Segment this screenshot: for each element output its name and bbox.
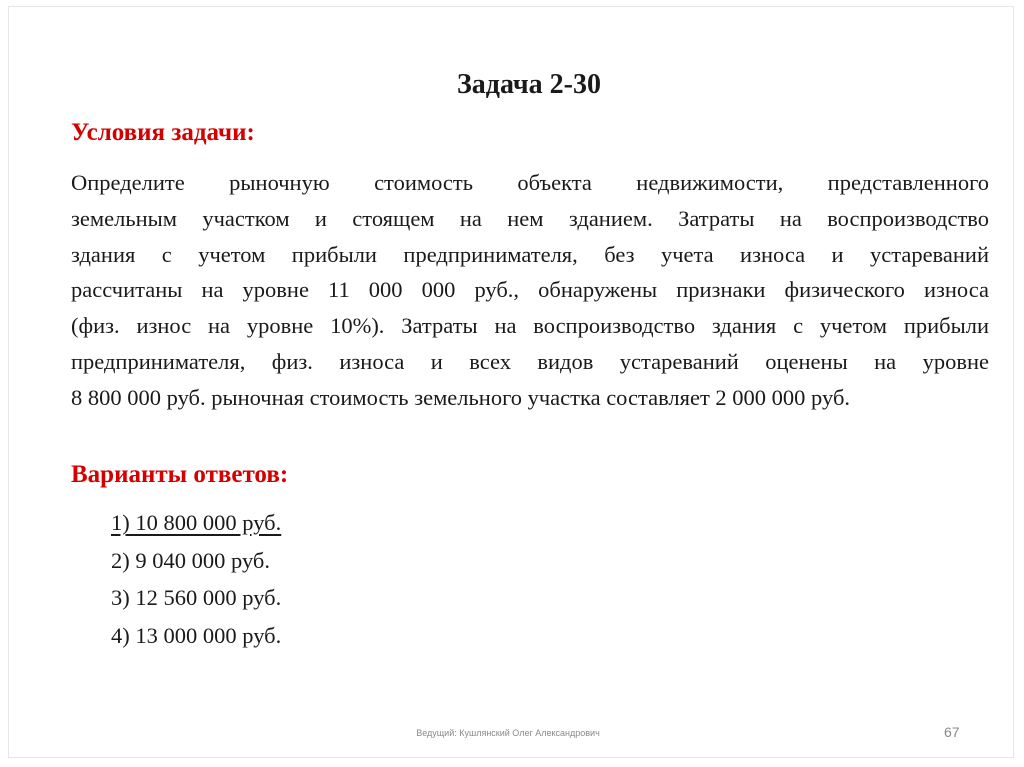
answer-option-4 — [111, 617, 281, 655]
answer-option-1 — [111, 504, 281, 542]
answer-list — [111, 504, 281, 654]
answer-option-3 — [111, 579, 281, 617]
problem-text — [71, 165, 989, 416]
problem-line: здания с учетом прибыли предпринимателя, без учета износа и устареваний — [71, 241, 989, 267]
conditions-heading: Условия задачи: — [71, 119, 255, 146]
slide — [8, 6, 1014, 758]
problem-line: рассчитаны на уровне 11 000 000 руб., обнаружены признаки физического износа — [71, 277, 989, 303]
answer-option-2-label: 2) 9 040 000 руб. — [111, 547, 270, 573]
slide-title: Задача 2-30 — [457, 69, 601, 100]
problem-line: (физ. износ на уровне 10%). Затраты на воспроизводство здания с учетом прибыли — [71, 313, 989, 339]
answer-option-3-label: 3) 12 560 000 руб. — [111, 585, 282, 610]
problem-line: земельным участком и стоящем на нем зданием. Затраты на воспроизводство — [71, 205, 989, 231]
problem-line: Определите рыночную стоимость объекта недвижимости, представленного — [71, 170, 989, 195]
problem-line: 8 800 000 руб. рыночная стоимость земельного участка составляет 2 000 000 руб. — [71, 384, 851, 410]
answers-heading: Варианты ответов: — [71, 461, 289, 488]
presenter-footer: Ведущий: Кушлянский Олег Александрович — [416, 728, 600, 738]
page-number: 67 — [944, 724, 960, 740]
answer-option-4-label: 4) 13 000 000 руб. — [111, 622, 282, 648]
answer-option-2 — [111, 542, 281, 580]
problem-line: предпринимателя, физ. износа и всех видов устареваний оценены на уровне — [71, 348, 989, 374]
answer-option-1-label: 1) 10 800 000 руб. — [111, 510, 282, 535]
